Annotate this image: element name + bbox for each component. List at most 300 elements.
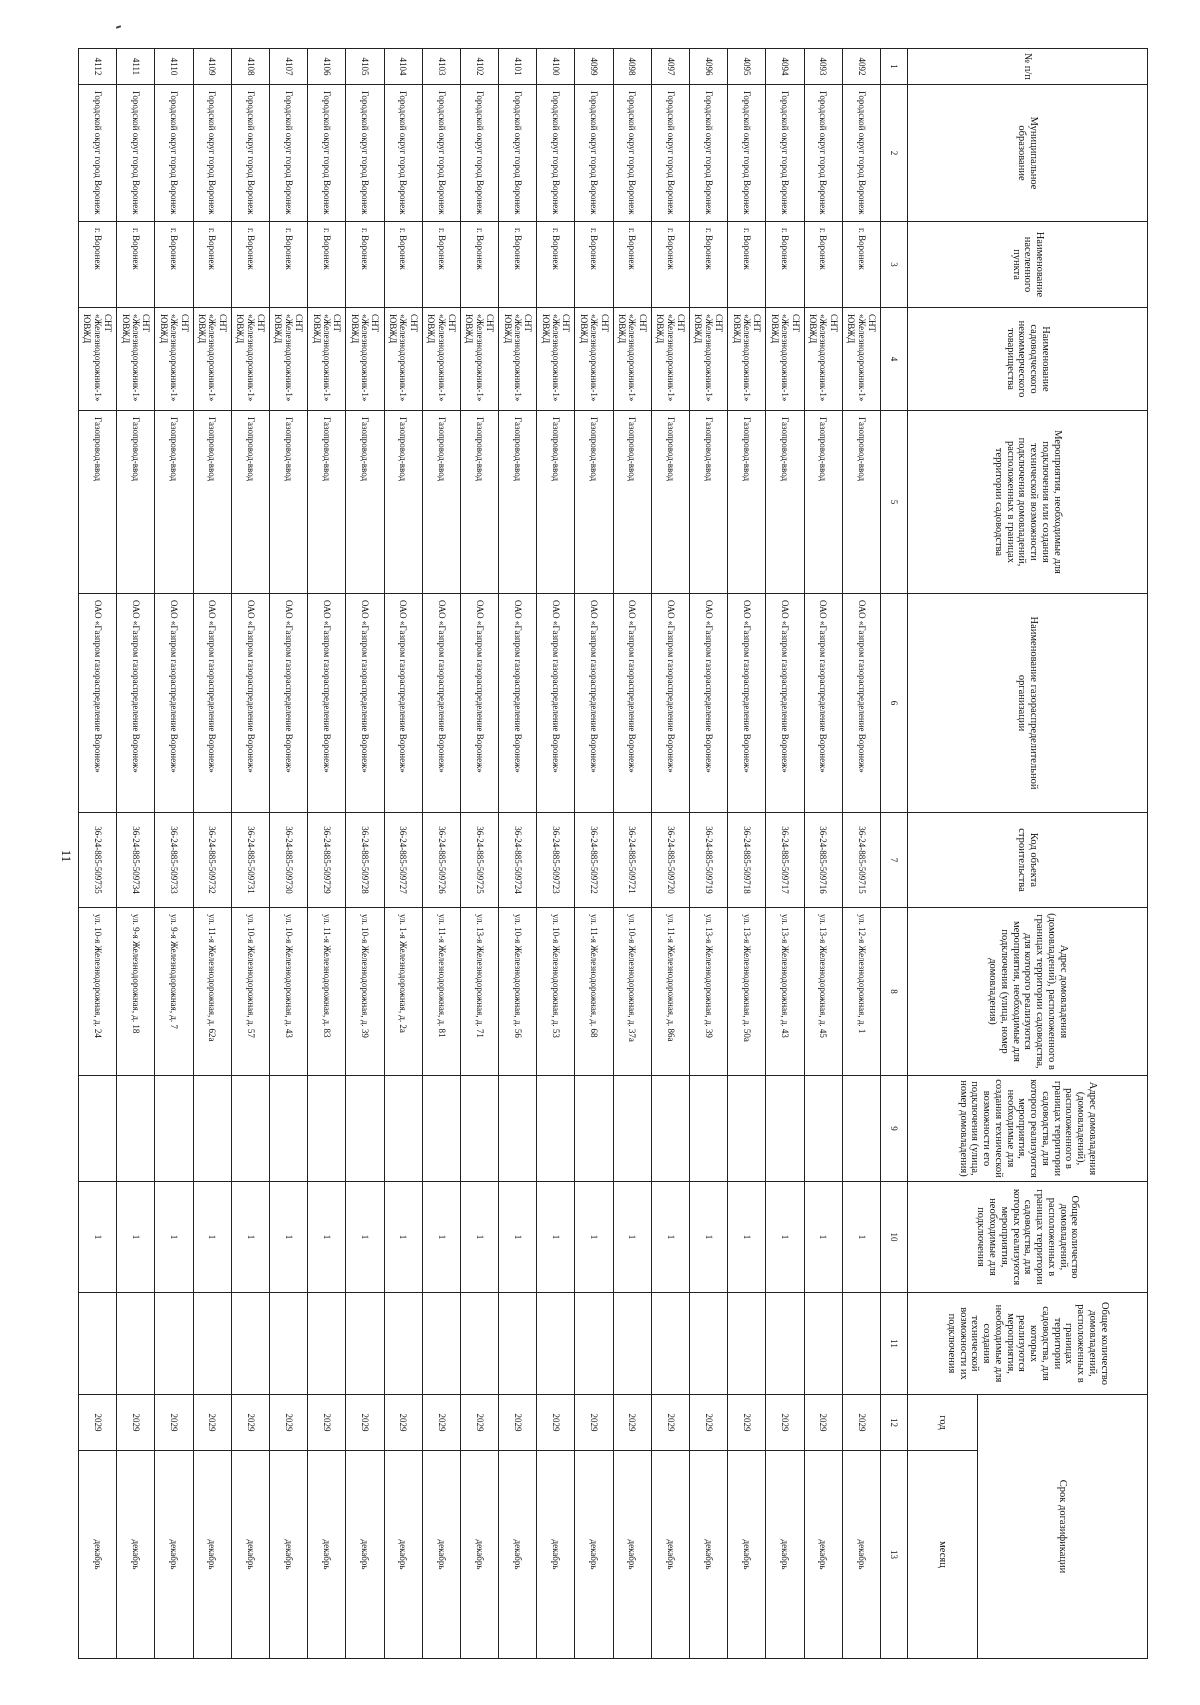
- cell-settlement: г. Воронеж: [346, 222, 384, 308]
- cell-num: 4110: [155, 49, 193, 85]
- cell-year: 2029: [346, 1395, 384, 1451]
- cell-year: 2029: [537, 1395, 575, 1451]
- cell-num: 4092: [842, 49, 880, 85]
- cell-month: декабрь: [460, 1451, 498, 1659]
- cell-municipality: Городской округ город Воронеж: [422, 85, 460, 222]
- cell-partnership: СНТ «Железнодорожник-1» ЮВЖД: [270, 308, 308, 411]
- cell-code: 36-24-885-509734: [117, 813, 155, 908]
- cell-gas-org: ОАО «Газпром газораспределение Воронеж»: [155, 594, 193, 813]
- cell-year: 2029: [231, 1395, 269, 1451]
- cell-num: 4095: [728, 49, 766, 85]
- header-measures: Мероприятия, необходимые для подключения или создания технической возможности подключения домовладений, расположенных в границах территории садоводства: [908, 411, 1148, 594]
- cell-year: 2029: [613, 1395, 651, 1451]
- cell-municipality: Городской округ город Воронеж: [728, 85, 766, 222]
- cell-num: 4102: [460, 49, 498, 85]
- cell-month: декабрь: [575, 1451, 613, 1659]
- cell-gas-org: ОАО «Газпром газораспределение Воронеж»: [346, 594, 384, 813]
- cell-municipality: Городской округ город Воронеж: [384, 85, 422, 222]
- cell-municipality: Городской округ город Воронеж: [537, 85, 575, 222]
- cell-count: 1: [460, 1182, 498, 1293]
- cell-num: 4106: [308, 49, 346, 85]
- cell-year: 2029: [308, 1395, 346, 1451]
- cell-code: 36-24-885-509724: [499, 813, 537, 908]
- cell-year: 2029: [651, 1395, 689, 1451]
- cell-month: декабрь: [651, 1451, 689, 1659]
- cell-code: 36-24-885-509716: [804, 813, 842, 908]
- column-number: 6: [881, 594, 908, 813]
- cell-settlement: г. Воронеж: [613, 222, 651, 308]
- cell-gas-org: ОАО «Газпром газораспределение Воронеж»: [537, 594, 575, 813]
- cell-count: 1: [804, 1182, 842, 1293]
- cell-partnership: СНТ «Железнодорожник-1» ЮВЖД: [346, 308, 384, 411]
- column-number: 7: [881, 813, 908, 908]
- cell-address-tech: [460, 1076, 498, 1182]
- table-row: [155, 49, 193, 1659]
- cell-address: ул. 9-я Железнодорожная, д. 7: [155, 908, 193, 1076]
- cell-count-tech: [575, 1293, 613, 1395]
- cell-address: ул. 10-я Железнодорожная, д. 24: [79, 908, 117, 1076]
- cell-month: декабрь: [537, 1451, 575, 1659]
- table-row: [842, 49, 880, 1659]
- cell-measure: Газопровод-ввод: [613, 411, 651, 594]
- cell-num: 4098: [613, 49, 651, 85]
- cell-month: декабрь: [193, 1451, 231, 1659]
- cell-month: декабрь: [613, 1451, 651, 1659]
- cell-municipality: Городской округ город Воронеж: [613, 85, 651, 222]
- scan-mark: [116, 25, 121, 29]
- table-row: [728, 49, 766, 1659]
- cell-num: 4096: [690, 49, 728, 85]
- cell-settlement: г. Воронеж: [537, 222, 575, 308]
- cell-count-tech: [155, 1293, 193, 1395]
- cell-year: 2029: [422, 1395, 460, 1451]
- cell-count-tech: [270, 1293, 308, 1395]
- cell-measure: Газопровод-ввод: [460, 411, 498, 594]
- cell-month: декабрь: [690, 1451, 728, 1659]
- cell-year: 2029: [384, 1395, 422, 1451]
- cell-code: 36-24-885-509727: [384, 813, 422, 908]
- cell-count: 1: [346, 1182, 384, 1293]
- cell-settlement: г. Воронеж: [766, 222, 804, 308]
- cell-code: 36-24-885-509725: [460, 813, 498, 908]
- header-address-tech: Адрес домовладения (домовладений), расположенного в границах территории садоводства, для которого реализуются мероприятия, необходимые для создания технической возможности его подключения (улица, номер домовладения): [908, 1076, 1148, 1182]
- cell-settlement: г. Воронеж: [422, 222, 460, 308]
- gasification-table: [78, 48, 1148, 1659]
- cell-partnership: СНТ «Железнодорожник-1» ЮВЖД: [651, 308, 689, 411]
- cell-partnership: СНТ «Железнодорожник-1» ЮВЖД: [537, 308, 575, 411]
- cell-year: 2029: [804, 1395, 842, 1451]
- cell-address: ул. 11-я Железнодорожная, д. 81: [422, 908, 460, 1076]
- cell-municipality: Городской округ город Воронеж: [460, 85, 498, 222]
- cell-month: декабрь: [384, 1451, 422, 1659]
- cell-partnership: СНТ «Железнодорожник-1» ЮВЖД: [460, 308, 498, 411]
- table-row: [766, 49, 804, 1659]
- cell-measure: Газопровод-ввод: [308, 411, 346, 594]
- rotated-page-content: [78, 48, 1148, 1658]
- cell-count: 1: [690, 1182, 728, 1293]
- cell-settlement: г. Воронеж: [308, 222, 346, 308]
- column-number: 10: [881, 1182, 908, 1293]
- cell-address: ул. 13-я Железнодорожная, д. 45: [804, 908, 842, 1076]
- cell-count-tech: [346, 1293, 384, 1395]
- table-row: [690, 49, 728, 1659]
- cell-count-tech: [79, 1293, 117, 1395]
- cell-gas-org: ОАО «Газпром газораспределение Воронеж»: [193, 594, 231, 813]
- cell-count: 1: [613, 1182, 651, 1293]
- cell-gas-org: ОАО «Газпром газораспределение Воронеж»: [117, 594, 155, 813]
- cell-month: декабрь: [422, 1451, 460, 1659]
- cell-code: 36-24-885-509718: [728, 813, 766, 908]
- cell-gas-org: ОАО «Газпром газораспределение Воронеж»: [804, 594, 842, 813]
- column-number: 5: [881, 411, 908, 594]
- cell-municipality: Городской округ город Воронеж: [575, 85, 613, 222]
- cell-count-tech: [766, 1293, 804, 1395]
- cell-count: 1: [270, 1182, 308, 1293]
- cell-year: 2029: [842, 1395, 880, 1451]
- cell-settlement: г. Воронеж: [270, 222, 308, 308]
- cell-gas-org: ОАО «Газпром газораспределение Воронеж»: [308, 594, 346, 813]
- cell-municipality: Городской округ город Воронеж: [308, 85, 346, 222]
- cell-month: декабрь: [79, 1451, 117, 1659]
- cell-address-tech: [155, 1076, 193, 1182]
- cell-partnership: СНТ «Железнодорожник-1» ЮВЖД: [499, 308, 537, 411]
- header-deadline: Срок догазификации: [978, 1395, 1148, 1659]
- cell-measure: Газопровод-ввод: [193, 411, 231, 594]
- cell-month: декабрь: [842, 1451, 880, 1659]
- cell-code: 36-24-885-509732: [193, 813, 231, 908]
- column-number: 9: [881, 1076, 908, 1182]
- cell-count-tech: [193, 1293, 231, 1395]
- cell-count: 1: [422, 1182, 460, 1293]
- cell-gas-org: ОАО «Газпром газораспределение Воронеж»: [384, 594, 422, 813]
- cell-settlement: г. Воронеж: [651, 222, 689, 308]
- cell-num: 4103: [422, 49, 460, 85]
- header-month: месяц: [908, 1451, 978, 1659]
- cell-num: 4111: [117, 49, 155, 85]
- cell-count: 1: [575, 1182, 613, 1293]
- cell-count-tech: [384, 1293, 422, 1395]
- header-count-tech: Общее количество домовладений, расположенных в границах территории садоводства, для которых реализуются мероприятия, необходимые для создания технической возможности их подключения: [908, 1293, 1148, 1395]
- cell-measure: Газопровод-ввод: [117, 411, 155, 594]
- table-row: [651, 49, 689, 1659]
- cell-count-tech: [690, 1293, 728, 1395]
- cell-num: 4107: [270, 49, 308, 85]
- cell-municipality: Городской округ город Воронеж: [231, 85, 269, 222]
- cell-municipality: Городской округ город Воронеж: [766, 85, 804, 222]
- column-number: 3: [881, 222, 908, 308]
- cell-gas-org: ОАО «Газпром газораспределение Воронеж»: [728, 594, 766, 813]
- cell-municipality: Городской округ город Воронеж: [117, 85, 155, 222]
- page-number: 11: [59, 849, 74, 863]
- cell-municipality: Городской округ город Воронеж: [499, 85, 537, 222]
- cell-settlement: г. Воронеж: [728, 222, 766, 308]
- cell-num: 4108: [231, 49, 269, 85]
- cell-gas-org: ОАО «Газпром газораспределение Воронеж»: [575, 594, 613, 813]
- column-number: 2: [881, 85, 908, 222]
- cell-measure: Газопровод-ввод: [499, 411, 537, 594]
- cell-gas-org: ОАО «Газпром газораспределение Воронеж»: [690, 594, 728, 813]
- cell-count: 1: [842, 1182, 880, 1293]
- cell-address: ул. 11-я Железнодорожная, д. 68: [575, 908, 613, 1076]
- cell-settlement: г. Воронеж: [804, 222, 842, 308]
- cell-code: 36-24-885-509730: [270, 813, 308, 908]
- cell-address-tech: [231, 1076, 269, 1182]
- cell-address: ул. 9-я Железнодорожная, д. 18: [117, 908, 155, 1076]
- cell-year: 2029: [499, 1395, 537, 1451]
- cell-address: ул. 10-я Железнодорожная, д. 43: [270, 908, 308, 1076]
- cell-settlement: г. Воронеж: [499, 222, 537, 308]
- table-row: [270, 49, 308, 1659]
- cell-count: 1: [499, 1182, 537, 1293]
- cell-measure: Газопровод-ввод: [728, 411, 766, 594]
- column-number: 8: [881, 908, 908, 1076]
- cell-measure: Газопровод-ввод: [537, 411, 575, 594]
- cell-num: 4099: [575, 49, 613, 85]
- cell-gas-org: ОАО «Газпром газораспределение Воронеж»: [460, 594, 498, 813]
- cell-measure: Газопровод-ввод: [231, 411, 269, 594]
- cell-month: декабрь: [804, 1451, 842, 1659]
- cell-settlement: г. Воронеж: [384, 222, 422, 308]
- cell-settlement: г. Воронеж: [117, 222, 155, 308]
- cell-address-tech: [804, 1076, 842, 1182]
- cell-month: декабрь: [728, 1451, 766, 1659]
- cell-measure: Газопровод-ввод: [422, 411, 460, 594]
- cell-settlement: г. Воронеж: [575, 222, 613, 308]
- cell-partnership: СНТ «Железнодорожник-1» ЮВЖД: [79, 308, 117, 411]
- cell-num: 4097: [651, 49, 689, 85]
- cell-year: 2029: [79, 1395, 117, 1451]
- cell-count-tech: [613, 1293, 651, 1395]
- cell-num: 4112: [79, 49, 117, 85]
- cell-month: декабрь: [308, 1451, 346, 1659]
- cell-month: декабрь: [155, 1451, 193, 1659]
- column-number-row: [881, 49, 908, 1659]
- cell-settlement: г. Воронеж: [193, 222, 231, 308]
- table-row: [499, 49, 537, 1659]
- cell-count-tech: [537, 1293, 575, 1395]
- cell-count: 1: [79, 1182, 117, 1293]
- cell-year: 2029: [575, 1395, 613, 1451]
- cell-year: 2029: [460, 1395, 498, 1451]
- cell-count: 1: [384, 1182, 422, 1293]
- header-address-connect: Адрес домовладения (домовладений), расположенного в границах территории садоводства, для которого реализуются мероприятия, необходимые для подключения (улица, номер домовладения): [908, 908, 1148, 1076]
- cell-count-tech: [651, 1293, 689, 1395]
- table-row: [575, 49, 613, 1659]
- cell-gas-org: ОАО «Газпром газораспределение Воронеж»: [499, 594, 537, 813]
- cell-address: ул. 13-я Железнодорожная, д. 50а: [728, 908, 766, 1076]
- cell-count: 1: [155, 1182, 193, 1293]
- cell-year: 2029: [193, 1395, 231, 1451]
- cell-address: ул. 13-я Железнодорожная, д. 39: [690, 908, 728, 1076]
- cell-partnership: СНТ «Железнодорожник-1» ЮВЖД: [308, 308, 346, 411]
- cell-address-tech: [613, 1076, 651, 1182]
- cell-settlement: г. Воронеж: [690, 222, 728, 308]
- cell-municipality: Городской округ город Воронеж: [651, 85, 689, 222]
- cell-measure: Газопровод-ввод: [384, 411, 422, 594]
- cell-gas-org: ОАО «Газпром газораспределение Воронеж»: [651, 594, 689, 813]
- cell-year: 2029: [728, 1395, 766, 1451]
- cell-year: 2029: [690, 1395, 728, 1451]
- cell-code: 36-24-885-509723: [537, 813, 575, 908]
- cell-partnership: СНТ «Железнодорожник-1» ЮВЖД: [575, 308, 613, 411]
- table-row: [231, 49, 269, 1659]
- header-year: год: [908, 1395, 978, 1451]
- cell-gas-org: ОАО «Газпром газораспределение Воронеж»: [79, 594, 117, 813]
- cell-code: 36-24-885-509715: [842, 813, 880, 908]
- cell-measure: Газопровод-ввод: [766, 411, 804, 594]
- cell-partnership: СНТ «Железнодорожник-1» ЮВЖД: [422, 308, 460, 411]
- cell-measure: Газопровод-ввод: [842, 411, 880, 594]
- cell-code: 36-24-885-509722: [575, 813, 613, 908]
- cell-address: ул. 10-я Железнодорожная, д. 53: [537, 908, 575, 1076]
- cell-address-tech: [193, 1076, 231, 1182]
- cell-address: ул. 11-я Железнодорожная, д. 86а: [651, 908, 689, 1076]
- cell-code: 36-24-885-509729: [308, 813, 346, 908]
- table-row: [422, 49, 460, 1659]
- header-municipality: Муниципальное образование: [908, 85, 1148, 222]
- column-number: 4: [881, 308, 908, 411]
- column-number: 11: [881, 1293, 908, 1395]
- cell-code: 36-24-885-509735: [79, 813, 117, 908]
- cell-address-tech: [842, 1076, 880, 1182]
- header-settlement: Наименование населенного пункта: [908, 222, 1148, 308]
- cell-gas-org: ОАО «Газпром газораспределение Воронеж»: [231, 594, 269, 813]
- cell-partnership: СНТ «Железнодорожник-1» ЮВЖД: [728, 308, 766, 411]
- cell-year: 2029: [766, 1395, 804, 1451]
- cell-count-tech: [728, 1293, 766, 1395]
- cell-address-tech: [79, 1076, 117, 1182]
- cell-address: ул. 10-я Железнодорожная, д. 37а: [613, 908, 651, 1076]
- header-object-code: Код объекта строительства: [908, 813, 1148, 908]
- cell-code: 36-24-885-509721: [613, 813, 651, 908]
- cell-address-tech: [766, 1076, 804, 1182]
- cell-year: 2029: [155, 1395, 193, 1451]
- header-count-connect: Общее количество домовладений, расположенных в границах территории садоводства, для которых реализуются мероприятия, необходимые для подключения: [908, 1182, 1148, 1293]
- cell-code: 36-24-885-509728: [346, 813, 384, 908]
- cell-address: ул. 11-я Железнодорожная, д. 62а: [193, 908, 231, 1076]
- cell-address: ул. 10-я Железнодорожная, д. 56: [499, 908, 537, 1076]
- cell-code: 36-24-885-509720: [651, 813, 689, 908]
- cell-code: 36-24-885-509719: [690, 813, 728, 908]
- cell-measure: Газопровод-ввод: [804, 411, 842, 594]
- table-row: [79, 49, 117, 1659]
- cell-gas-org: ОАО «Газпром газораспределение Воронеж»: [613, 594, 651, 813]
- table-row: [117, 49, 155, 1659]
- cell-count: 1: [651, 1182, 689, 1293]
- cell-municipality: Городской округ город Воронеж: [690, 85, 728, 222]
- cell-measure: Газопровод-ввод: [155, 411, 193, 594]
- cell-num: 4105: [346, 49, 384, 85]
- cell-address-tech: [499, 1076, 537, 1182]
- cell-measure: Газопровод-ввод: [575, 411, 613, 594]
- column-number: 1: [881, 49, 908, 85]
- cell-partnership: СНТ «Железнодорожник-1» ЮВЖД: [804, 308, 842, 411]
- cell-settlement: г. Воронеж: [79, 222, 117, 308]
- cell-num: 4101: [499, 49, 537, 85]
- cell-address-tech: [308, 1076, 346, 1182]
- cell-address-tech: [422, 1076, 460, 1182]
- cell-count-tech: [842, 1293, 880, 1395]
- cell-count: 1: [728, 1182, 766, 1293]
- cell-count-tech: [422, 1293, 460, 1395]
- cell-partnership: СНТ «Железнодорожник-1» ЮВЖД: [231, 308, 269, 411]
- cell-num: 4093: [804, 49, 842, 85]
- table-row: [193, 49, 231, 1659]
- cell-settlement: г. Воронеж: [460, 222, 498, 308]
- cell-count: 1: [193, 1182, 231, 1293]
- cell-num: 4094: [766, 49, 804, 85]
- cell-partnership: СНТ «Железнодорожник-1» ЮВЖД: [384, 308, 422, 411]
- table-row: [384, 49, 422, 1659]
- cell-measure: Газопровод-ввод: [651, 411, 689, 594]
- cell-count-tech: [308, 1293, 346, 1395]
- cell-year: 2029: [117, 1395, 155, 1451]
- cell-address-tech: [346, 1076, 384, 1182]
- cell-partnership: СНТ «Железнодорожник-1» ЮВЖД: [766, 308, 804, 411]
- header-num: № п/п: [908, 49, 1148, 85]
- cell-address-tech: [270, 1076, 308, 1182]
- cell-count: 1: [117, 1182, 155, 1293]
- column-number: 12: [881, 1395, 908, 1451]
- cell-code: 36-24-885-509731: [231, 813, 269, 908]
- cell-code: 36-24-885-509717: [766, 813, 804, 908]
- cell-gas-org: ОАО «Газпром газораспределение Воронеж»: [270, 594, 308, 813]
- cell-municipality: Городской округ город Воронеж: [193, 85, 231, 222]
- column-number: 13: [881, 1451, 908, 1659]
- cell-code: 36-24-885-509733: [155, 813, 193, 908]
- cell-municipality: Городской округ город Воронеж: [804, 85, 842, 222]
- table-row: [308, 49, 346, 1659]
- cell-year: 2029: [270, 1395, 308, 1451]
- cell-measure: Газопровод-ввод: [346, 411, 384, 594]
- cell-address-tech: [575, 1076, 613, 1182]
- cell-address-tech: [384, 1076, 422, 1182]
- cell-num: 4100: [537, 49, 575, 85]
- cell-count: 1: [308, 1182, 346, 1293]
- cell-count-tech: [117, 1293, 155, 1395]
- table-row: [346, 49, 384, 1659]
- cell-partnership: СНТ «Железнодорожник-1» ЮВЖД: [842, 308, 880, 411]
- cell-partnership: СНТ «Железнодорожник-1» ЮВЖД: [690, 308, 728, 411]
- table-row: [460, 49, 498, 1659]
- cell-partnership: СНТ «Железнодорожник-1» ЮВЖД: [117, 308, 155, 411]
- cell-address-tech: [117, 1076, 155, 1182]
- cell-address: ул. 1-я Железнодорожная, д. 2а: [384, 908, 422, 1076]
- cell-num: 4104: [384, 49, 422, 85]
- table-row: [613, 49, 651, 1659]
- cell-gas-org: ОАО «Газпром газораспределение Воронеж»: [422, 594, 460, 813]
- table-body: [79, 49, 881, 1659]
- cell-address: ул. 10-я Железнодорожная, д. 57: [231, 908, 269, 1076]
- cell-measure: Газопровод-ввод: [270, 411, 308, 594]
- cell-address: ул. 11-я Железнодорожная, д. 83: [308, 908, 346, 1076]
- cell-address-tech: [690, 1076, 728, 1182]
- cell-count-tech: [460, 1293, 498, 1395]
- cell-month: декабрь: [499, 1451, 537, 1659]
- cell-settlement: г. Воронеж: [231, 222, 269, 308]
- cell-municipality: Городской округ город Воронеж: [346, 85, 384, 222]
- cell-municipality: Городской округ город Воронеж: [270, 85, 308, 222]
- cell-partnership: СНТ «Железнодорожник-1» ЮВЖД: [613, 308, 651, 411]
- cell-month: декабрь: [231, 1451, 269, 1659]
- cell-address: ул. 13-я Железнодорожная, д. 43: [766, 908, 804, 1076]
- header-partnership: Наименование садоводческого некоммерческого товарищества: [908, 308, 1148, 411]
- cell-partnership: СНТ «Железнодорожник-1» ЮВЖД: [155, 308, 193, 411]
- cell-address: ул. 10-я Железнодорожная, д. 39: [346, 908, 384, 1076]
- cell-settlement: г. Воронеж: [155, 222, 193, 308]
- cell-address-tech: [651, 1076, 689, 1182]
- cell-gas-org: ОАО «Газпром газораспределение Воронеж»: [766, 594, 804, 813]
